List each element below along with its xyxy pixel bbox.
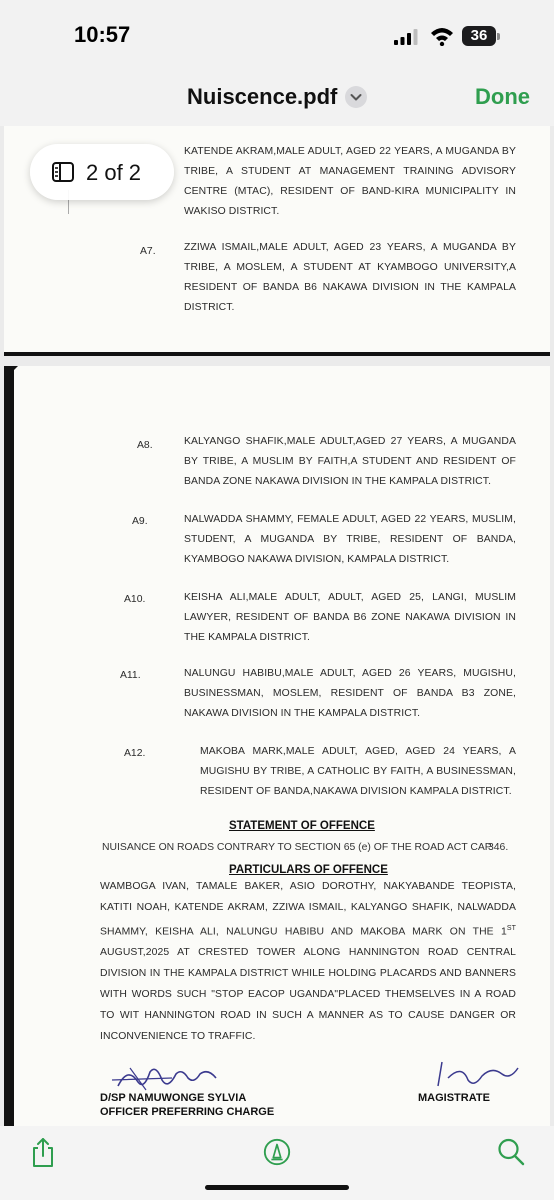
battery-level: 36 — [462, 26, 496, 46]
markup-icon[interactable] — [262, 1136, 292, 1168]
page-scan-edge — [4, 366, 14, 1126]
statement-cap: 346. — [488, 842, 509, 853]
share-icon[interactable] — [28, 1136, 58, 1168]
signal-icon — [394, 29, 418, 45]
battery-icon — [462, 26, 500, 46]
title-menu-button[interactable] — [345, 86, 367, 108]
done-button[interactable]: Done — [475, 84, 530, 109]
pdf-page-2 — [4, 366, 550, 1126]
label-a7: A7. — [140, 246, 156, 257]
particulars-heading: PARTICULARS OF OFFENCE — [229, 864, 388, 876]
label-a10: A10. — [124, 594, 146, 605]
chevron-down-icon — [345, 86, 367, 108]
paragraph-a6: KATENDE AKRAM,MALE ADULT, AGED 22 YEARS, A MUGANDA BY TRIBE, A STUDENT AT MANAGEMENT TRAINING ADVISORY CENTRE (MTAC), RESIDENT OF BAND-KIRA MUNICIPALITY IN WAKISO DISTRICT. — [184, 146, 516, 217]
label-a12: A12. — [124, 748, 146, 759]
search-icon[interactable] — [496, 1136, 526, 1168]
label-a9: A9. — [132, 516, 148, 527]
officer-title: OFFICER PREFERRING CHARGE — [100, 1106, 275, 1118]
page-indicator-text: 2 of 2 — [86, 160, 142, 185]
corner-mark — [4, 366, 18, 380]
status-time: 10:57 — [74, 22, 131, 47]
nav-bar — [0, 72, 554, 126]
paragraph-a10: KEISHA ALI,MALE ADULT, ADULT, AGED 25, LANGI, MUSLIM LAWYER, RESIDENT OF BANDA B6 ZONE NAKAWA DIVISION IN THE KAMPALA DISTRICT. — [184, 592, 516, 643]
paragraph-a11: NALUNGU HABIBU,MALE ADULT, AGED 26 YEARS, MUGISHU, BUSINESSMAN, MOSLEM, RESIDENT OF BANDA B3 ZONE, NAKAWA DIVISION IN THE KAMPALA DISTRICT. — [184, 668, 516, 719]
paragraph-a7: ZZIWA ISMAIL,MALE ADULT, AGED 23 YEARS, A MUGANDA BY TRIBE, A MOSLEM, A STUDENT AT KYAMBOGO UNIVERSITY,A RESIDENT OF BANDA B6 NAKAWA DIVISION IN THE KAMPALA DISTRICT. — [184, 242, 516, 313]
particulars-superscript: ST — [506, 925, 516, 932]
home-indicator — [205, 1185, 349, 1190]
officer-name: D/SP NAMUWONGE SYLVIA — [100, 1092, 247, 1104]
pdf-viewer[interactable] — [0, 126, 554, 1126]
statement-text: NUISANCE ON ROADS CONTRARY TO SECTION 65 (e) OF THE ROAD ACT CAP — [102, 842, 492, 853]
magistrate-signature — [422, 1054, 522, 1094]
paragraph-a12: MAKOBA MARK,MALE ADULT, AGED, AGED 24 YEARS, A MUGISHU BY TRIBE, A CATHOLIC BY FAITH, A BUSINESSMAN, RESIDENT OF BANDA,NAKAWA DIVISION KAMPALA DISTRICT. — [200, 746, 516, 797]
status-bar — [0, 0, 554, 72]
officer-signature — [108, 1060, 228, 1094]
statement-heading: STATEMENT OF OFFENCE — [229, 820, 375, 832]
paragraph-a8: KALYANGO SHAFIK,MALE ADULT,AGED 27 YEARS, A MUGANDA BY TRIBE, A MUSLIM BY FAITH,A STUDENT AND RESIDENT OF BANDA ZONE NAKAWA DIVISION IN THE KAMPALA DISTRICT. — [184, 436, 516, 487]
particulars-text — [100, 876, 516, 1047]
label-a8: A8. — [137, 440, 153, 451]
paragraph-a9: NALWADDA SHAMMY, FEMALE ADULT, AGED 22 YEARS, MUSLIM, STUDENT, A MUGANDA BY TRIBE, RESIDENT OF BANDA, KYAMBOGO NAKAWA DIVISION, KAMPALA DISTRICT. — [184, 514, 516, 565]
particulars-part-1: WAMBOGA IVAN, TAMALE BAKER, ASIO DOROTHY, NAKYABANDE TEOPISTA, KATITI NOAH, KATENDE AKRAM, ZZIWA ISMAIL, KALYANGO SHAFIK, NALWADDA SHAMMY, KEISHA ALI, NALUNGU HABIBU AND MAKOBA MARK ON THE 1 — [100, 881, 516, 938]
page-indicator[interactable] — [30, 144, 174, 200]
particulars-part-2: AUGUST,2025 AT CRESTED TOWER ALONG HANNINGTON ROAD CENTRAL DIVISION IN THE KAMPALA DISTRICT WHILE HOLDING PLACARDS AND BANNERS WITH WORDS SUCH "STOP EACOP UGANDA"PLACED THEMSELVES IN A ROAD TO WIT HANNINGTON ROAD IN SUCH A MANNER AS TO CAUSE DANGER OR INCONVENIENCE TO TRAFFIC. — [100, 947, 516, 1043]
sidebar-icon — [52, 162, 74, 182]
wifi-icon — [430, 26, 454, 46]
document-title[interactable]: Nuiscence.pdf — [187, 84, 338, 109]
battery-cap — [497, 33, 500, 40]
page-separator — [4, 352, 550, 356]
label-a11: A11. — [120, 670, 141, 681]
magistrate-label: MAGISTRATE — [418, 1092, 490, 1104]
